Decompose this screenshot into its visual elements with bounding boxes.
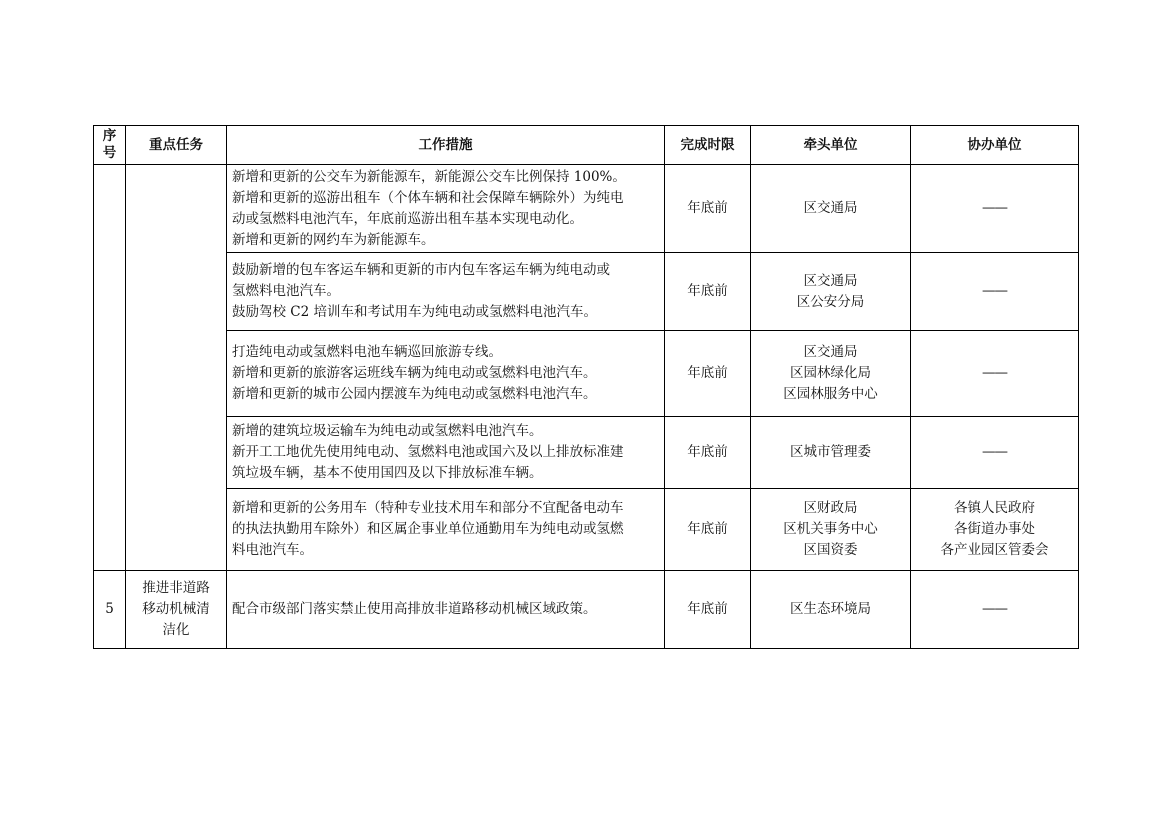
- header-measures: 工作措施: [227, 126, 665, 165]
- measure-line: 打造纯电动或氢燃料电池车辆巡回旅游专线。: [232, 344, 502, 360]
- deadline-cell: 年底前: [665, 331, 751, 417]
- measure-line: 料电池汽车。: [232, 542, 313, 558]
- measures-cell: 配合市级部门落实禁止使用高排放非道路移动机械区域政策。: [227, 571, 665, 649]
- measures-cell: [227, 165, 665, 253]
- lead-unit: 区园林服务中心: [783, 386, 878, 402]
- lead-cell: [751, 165, 911, 253]
- measures-cell: [227, 331, 665, 417]
- table-row: [94, 417, 1079, 489]
- deadline-cell: 年底前: [665, 253, 751, 331]
- assist-cell: [911, 253, 1079, 331]
- measure-line: 新增和更新的旅游客运班线车辆为纯电动或氢燃料电池汽车。: [232, 365, 597, 381]
- lead-unit: 区交通局: [803, 344, 858, 360]
- assist-unit: 各产业园区管委会: [940, 542, 1049, 558]
- header-index: 序号: [94, 126, 126, 165]
- lead-unit: 区国资委: [803, 542, 858, 558]
- assist-cell: [911, 331, 1079, 417]
- header-assist: 协办单位: [911, 126, 1079, 165]
- deadline-cell: 年底前: [665, 489, 751, 571]
- deadline-cell: 年底前: [665, 417, 751, 489]
- measure-line: 氢燃料电池汽车。: [232, 283, 340, 299]
- header-lead: 牵头单位: [751, 126, 911, 165]
- lead-unit: 区城市管理委: [790, 444, 871, 460]
- assist-cell: [911, 165, 1079, 253]
- measure-line: 鼓励驾校 C2 培训车和考试用车为纯电动或氢燃料电池汽车。: [232, 304, 598, 320]
- task-table: [93, 125, 1079, 649]
- table-row: [94, 165, 1079, 253]
- table-row: [94, 571, 1079, 649]
- table-row: [94, 331, 1079, 417]
- measures-cell: [227, 489, 665, 571]
- lead-unit: 区交通局: [803, 200, 858, 216]
- lead-cell: [751, 489, 911, 571]
- measure-line: 新增和更新的巡游出租车（个体车辆和社会保障车辆除外）为纯电: [232, 189, 624, 206]
- task-line: 推进非道路: [142, 580, 210, 596]
- lead-unit: 区园林绿化局: [790, 365, 871, 381]
- lead-unit: 区机关事务中心: [783, 521, 878, 537]
- assist-cell: [911, 489, 1079, 571]
- header-deadline: 完成时限: [665, 126, 751, 165]
- assist-unit: ——: [982, 365, 1007, 381]
- measure-line: 新增和更新的公务用车（特种专业技术用车和部分不宜配备电动车: [232, 500, 624, 516]
- task-line: 移动机械清: [142, 601, 210, 617]
- index-cell-empty: [94, 165, 126, 571]
- measure-line: 新增的建筑垃圾运输车为纯电动或氢燃料电池汽车。: [232, 423, 543, 439]
- lead-unit: 区财政局: [803, 500, 858, 516]
- task-line: 洁化: [162, 622, 190, 638]
- measures-cell: [227, 417, 665, 489]
- lead-unit: 区交通局: [803, 272, 858, 289]
- assist-unit: 各街道办事处: [954, 521, 1035, 537]
- measure-line: 新增和更新的网约车为新能源车。: [232, 231, 435, 248]
- index-cell: 5: [94, 571, 126, 649]
- lead-cell: 区生态环境局: [751, 571, 911, 649]
- measure-line: 动或氢燃料电池汽车，年底前巡游出租车基本实现电动化。: [232, 210, 583, 227]
- measure-line: 的执法执勤用车除外）和区属企事业单位通勤用车为纯电动或氢燃: [232, 521, 624, 537]
- lead-cell: [751, 417, 911, 489]
- lead-unit: 区公安分局: [796, 293, 865, 310]
- measure-line: 新增和更新的城市公园内摆渡车为纯电动或氢燃料电池汽车。: [232, 386, 597, 402]
- lead-cell: [751, 253, 911, 331]
- header-row: [94, 126, 1079, 165]
- measure-line: 鼓励新增的包车客运车辆和更新的市内包车客运车辆为纯电动或: [232, 262, 610, 278]
- header-task: 重点任务: [126, 126, 227, 165]
- measure-line: 筑垃圾车辆，基本不使用国四及以下排放标准车辆。: [232, 465, 543, 481]
- assist-cell: ——: [911, 571, 1079, 649]
- deadline-cell: 年底前: [665, 571, 751, 649]
- assist-unit: ——: [982, 283, 1007, 299]
- assist-unit: ——: [982, 444, 1007, 460]
- task-cell-empty: [126, 165, 227, 571]
- assist-unit: ——: [982, 200, 1007, 216]
- assist-unit: 各镇人民政府: [954, 500, 1035, 516]
- task-cell: [126, 571, 227, 649]
- measure-line: 新增和更新的公交车为新能源车，新能源公交车比例保持 100%。: [232, 168, 626, 185]
- table-row: [94, 253, 1079, 331]
- measures-cell: [227, 253, 665, 331]
- lead-cell: [751, 331, 911, 417]
- deadline-cell: 年底前: [665, 165, 751, 253]
- assist-cell: [911, 417, 1079, 489]
- table-row: [94, 489, 1079, 571]
- measure-line: 新开工工地优先使用纯电动、氢燃料电池或国六及以上排放标准建: [232, 444, 624, 460]
